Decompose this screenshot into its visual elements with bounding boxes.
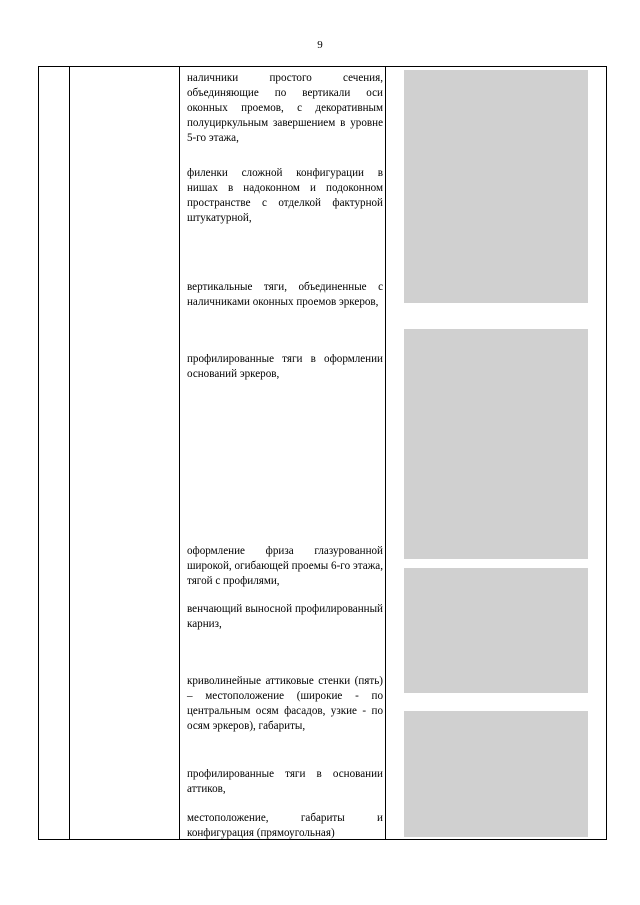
paragraph-attic-walls: криволинейные аттиковые стенки (пять) – местоположение (широкие - по центральным осям фасадов, узкие - по осям эркеров), габариты, — [187, 675, 383, 733]
document-table — [38, 66, 607, 840]
column-divider-2 — [179, 67, 180, 839]
column-divider-1 — [69, 67, 70, 839]
paragraph-vertical-rods: вертикальные тяги, объединенные с наличниками оконных проемов эркеров, — [187, 281, 383, 309]
page-number: 9 — [317, 39, 323, 51]
paragraph-bay-base-rods: профилированные тяги в оформлении оснований эркеров, — [187, 353, 383, 381]
paragraph-location-config: местоположение, габариты и конфигурация (прямоугольная) — [187, 812, 383, 840]
attic-walls-photo — [404, 711, 588, 837]
column-divider-3 — [385, 67, 386, 839]
cornice-frieze-photo — [404, 568, 588, 693]
paragraph-panels: филенки сложной конфигурации в нишах в надоконном и подоконном пространстве с отделкой фактурной штукатурной, — [187, 167, 383, 225]
paragraph-cornice: венчающий выносной профилированный карниз, — [187, 603, 383, 631]
paragraph-attic-base-rods: профилированные тяги в основании аттиков, — [187, 768, 383, 796]
building-facade-photo — [404, 70, 588, 303]
paragraph-window-frames: наличники простого сечения, объединяющие по вертикали оси оконных проемов, с декоративным полуциркульным завершением в уровне 5-го этажа, — [187, 72, 383, 145]
paragraph-frieze: оформление фриза глазурованной широкой, огибающей проемы 6-го этажа, тягой с профилями, — [187, 545, 383, 588]
corner-bay-window-photo — [404, 329, 588, 559]
